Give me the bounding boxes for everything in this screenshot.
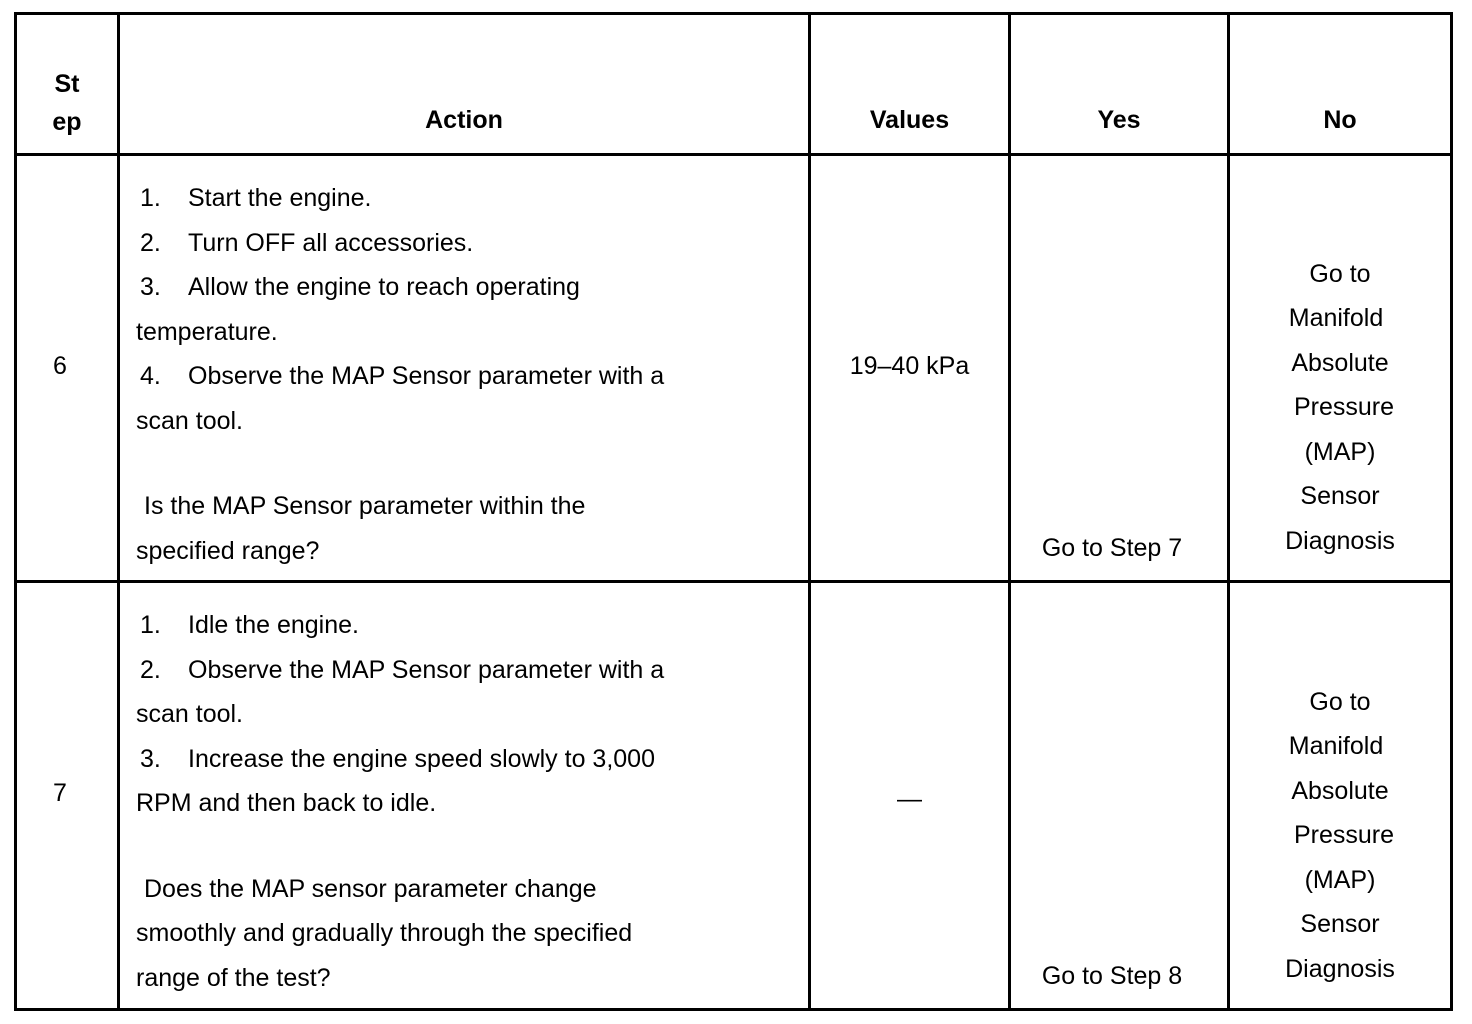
step-number: 6 <box>53 352 67 380</box>
step-cell <box>16 155 119 582</box>
header-row <box>16 14 1452 155</box>
yes-text: Go to Step 7 <box>1041 534 1183 562</box>
table-row <box>16 155 1452 582</box>
header-values: Values <box>810 14 1010 155</box>
values-text: — <box>897 785 922 813</box>
list-item-continuation: scan tool. <box>136 700 244 728</box>
list-item: 2. Turn OFF all accessories. <box>140 228 474 257</box>
header-yes: Yes <box>1010 14 1229 155</box>
list-item: 1. Start the engine. <box>140 184 372 212</box>
list-item: 2. Observe the MAP Sensor parameter with a <box>140 655 665 684</box>
question: Does the MAP sensor parameter change smoothly and gradually through the specified range of the test? <box>136 874 633 992</box>
no-text: Go to Manifold Absolute Pressure (MAP) Sensor Diagnosis <box>1285 687 1395 983</box>
list-item: 3. Increase the engine speed slowly to 3,000 <box>140 744 655 773</box>
list-item: 3. Allow the engine to reach operating <box>140 273 580 301</box>
values-cell <box>810 155 1010 582</box>
diagnostic-table <box>14 12 1453 1011</box>
header-step-line2: ep <box>52 108 82 136</box>
step-cell <box>16 582 119 1010</box>
step-number: 7 <box>53 779 67 807</box>
yes-cell <box>1010 155 1229 582</box>
header-step <box>16 14 119 155</box>
values-text: 19–40 kPa <box>849 352 970 380</box>
header-no: No <box>1229 14 1452 155</box>
action-cell <box>119 582 810 1010</box>
no-text: Go to Manifold Absolute Pressure (MAP) Sensor Diagnosis <box>1285 259 1395 555</box>
values-cell <box>810 582 1010 1010</box>
header-action: Action <box>119 14 810 155</box>
list-item: 4. Observe the MAP Sensor parameter with a <box>140 362 665 390</box>
table-row <box>16 582 1452 1010</box>
header-step-line1: St <box>54 70 80 98</box>
list-item-continuation: temperature. <box>136 317 278 346</box>
yes-text: Go to Step 8 <box>1041 962 1183 990</box>
action-cell <box>119 155 810 582</box>
list-item-continuation: scan tool. <box>136 406 244 435</box>
no-cell <box>1229 582 1452 1010</box>
no-cell <box>1229 155 1452 582</box>
yes-cell <box>1010 582 1229 1010</box>
question: Is the MAP Sensor parameter within the specified range? <box>136 492 586 565</box>
list-item: 1. Idle the engine. <box>140 611 359 639</box>
list-item-continuation: RPM and then back to idle. <box>136 789 437 817</box>
